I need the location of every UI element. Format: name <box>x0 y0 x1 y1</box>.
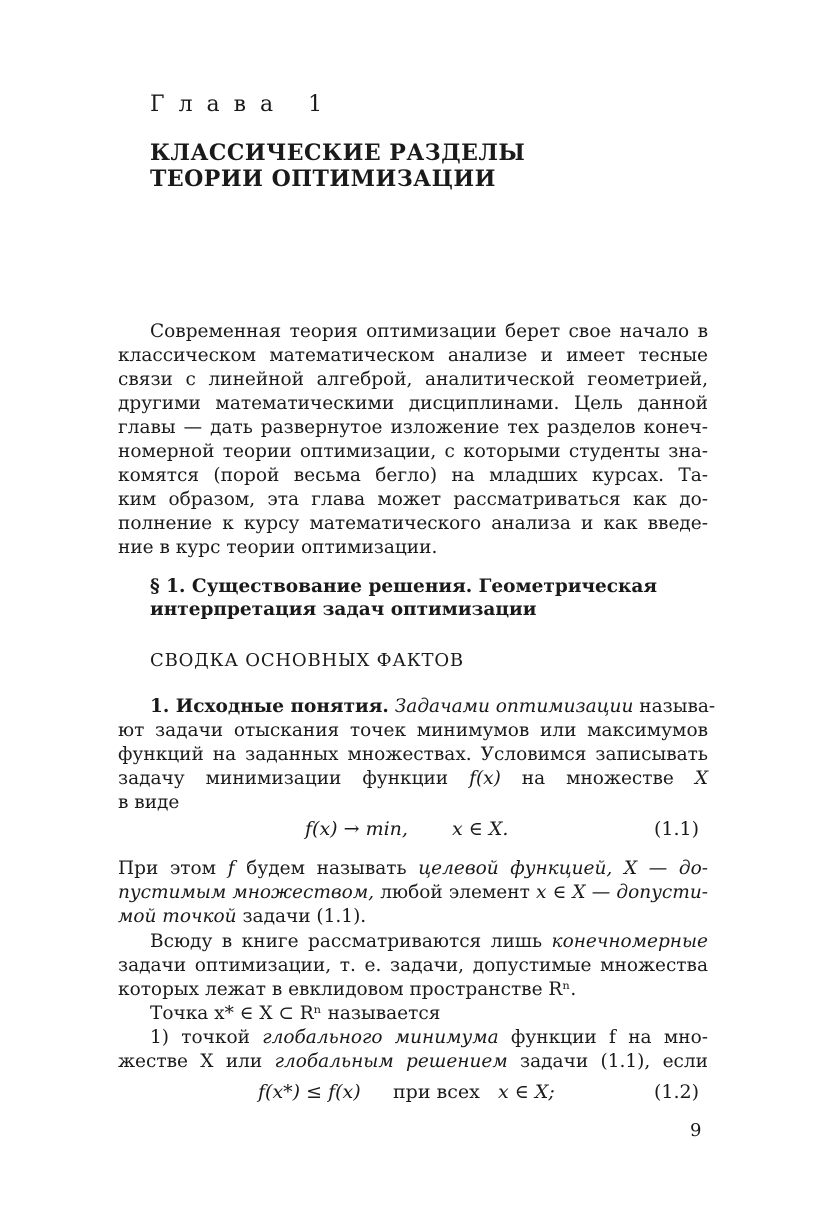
equation-1-1-rhs: x ∈ X. <box>452 818 509 840</box>
para4-line1: Точка x* ∈ X ⊂ Rⁿ называется <box>150 1003 441 1024</box>
para1-line3: функций на заданных множествах. Условимся записывать <box>118 744 708 765</box>
intro-line: связи с линейной алгеброй, аналитической геометрией, <box>118 369 708 390</box>
para3-line2: задачи оптимизации, т. е. задачи, допустимые множества <box>118 955 708 976</box>
equation-number-1-1: (1.1) <box>654 818 700 840</box>
para3-line3: которых лежат в евклидовом пространстве Rⁿ. <box>118 979 577 1000</box>
para2-line3: мой точкой задачи (1.1). <box>118 906 367 927</box>
intro-line: комятся (порой весьма бегло) на младших курсах. Та- <box>118 465 708 486</box>
intro-line: ние в курс теории оптимизации. <box>118 537 438 558</box>
equation-1-2-mid: при всех <box>393 1081 480 1103</box>
equation-1-1 <box>305 820 408 839</box>
para1-line1: 1. Исходные понятия. Задачами оптимизации называ- <box>150 696 716 717</box>
chapter-label: Глава 1 <box>150 92 337 117</box>
equation-lhs: f(x) → min, <box>305 818 408 840</box>
intro-line: классическом математическом анализе и имеет тесные <box>118 345 708 366</box>
para5-line1: 1) точкой глобального минимума функции f на мно- <box>150 1027 708 1048</box>
para2-line2: пустимым множеством, любой элемент x ∈ X — допусти- <box>118 882 709 903</box>
chapter-title-line2: ТЕОРИИ ОПТИМИЗАЦИИ <box>150 166 496 192</box>
intro-line: полнение к курсу математического анализа и как введе- <box>118 513 708 534</box>
intro-line: Современная теория оптимизации берет свое начало в <box>150 321 708 342</box>
intro-line: ким образом, эта глава может рассматриваться как до- <box>118 489 708 510</box>
section-heading-line2: интерпретация задач оптимизации <box>150 599 537 620</box>
equation-number-1-2: (1.2) <box>654 1081 700 1103</box>
para1-line4: задачу минимизации функции f(x) на множестве X <box>118 768 708 789</box>
para1-line5: в виде <box>118 792 180 813</box>
item-number: 1. Исходные понятия. <box>150 696 389 717</box>
section-heading-line1: § 1. Существование решения. Геометрическая <box>150 576 658 597</box>
equation-1-2-rhs: x ∈ X; <box>498 1081 555 1103</box>
page-number: 9 <box>690 1120 702 1141</box>
summary-heading: СВОДКА ОСНОВНЫХ ФАКТОВ <box>150 650 464 671</box>
chapter-title-line1: КЛАССИЧЕСКИЕ РАЗДЕЛЫ <box>150 140 526 166</box>
para1-line2: ют задачи отыскания точек минимумов или максимумов <box>118 720 708 741</box>
para2-line1: При этом f будем называть целевой функцией, X — до- <box>118 858 709 879</box>
para3-line1: Всюду в книге рассматриваются лишь конечномерные <box>150 931 708 952</box>
intro-line: другими математическими дисциплинами. Цель данной <box>118 393 708 414</box>
italic-term: Задачами оптимизации <box>394 696 634 717</box>
intro-line: главы — дать развернутое изложение тех разделов конеч- <box>118 417 708 438</box>
para5-line2: жестве X или глобальным решением задачи (1.1), если <box>118 1051 709 1072</box>
equation-1-2-lhs: f(x*) ≤ f(x) <box>258 1081 361 1103</box>
intro-line: номерной теории оптимизации, с которыми студенты зна- <box>118 441 708 462</box>
